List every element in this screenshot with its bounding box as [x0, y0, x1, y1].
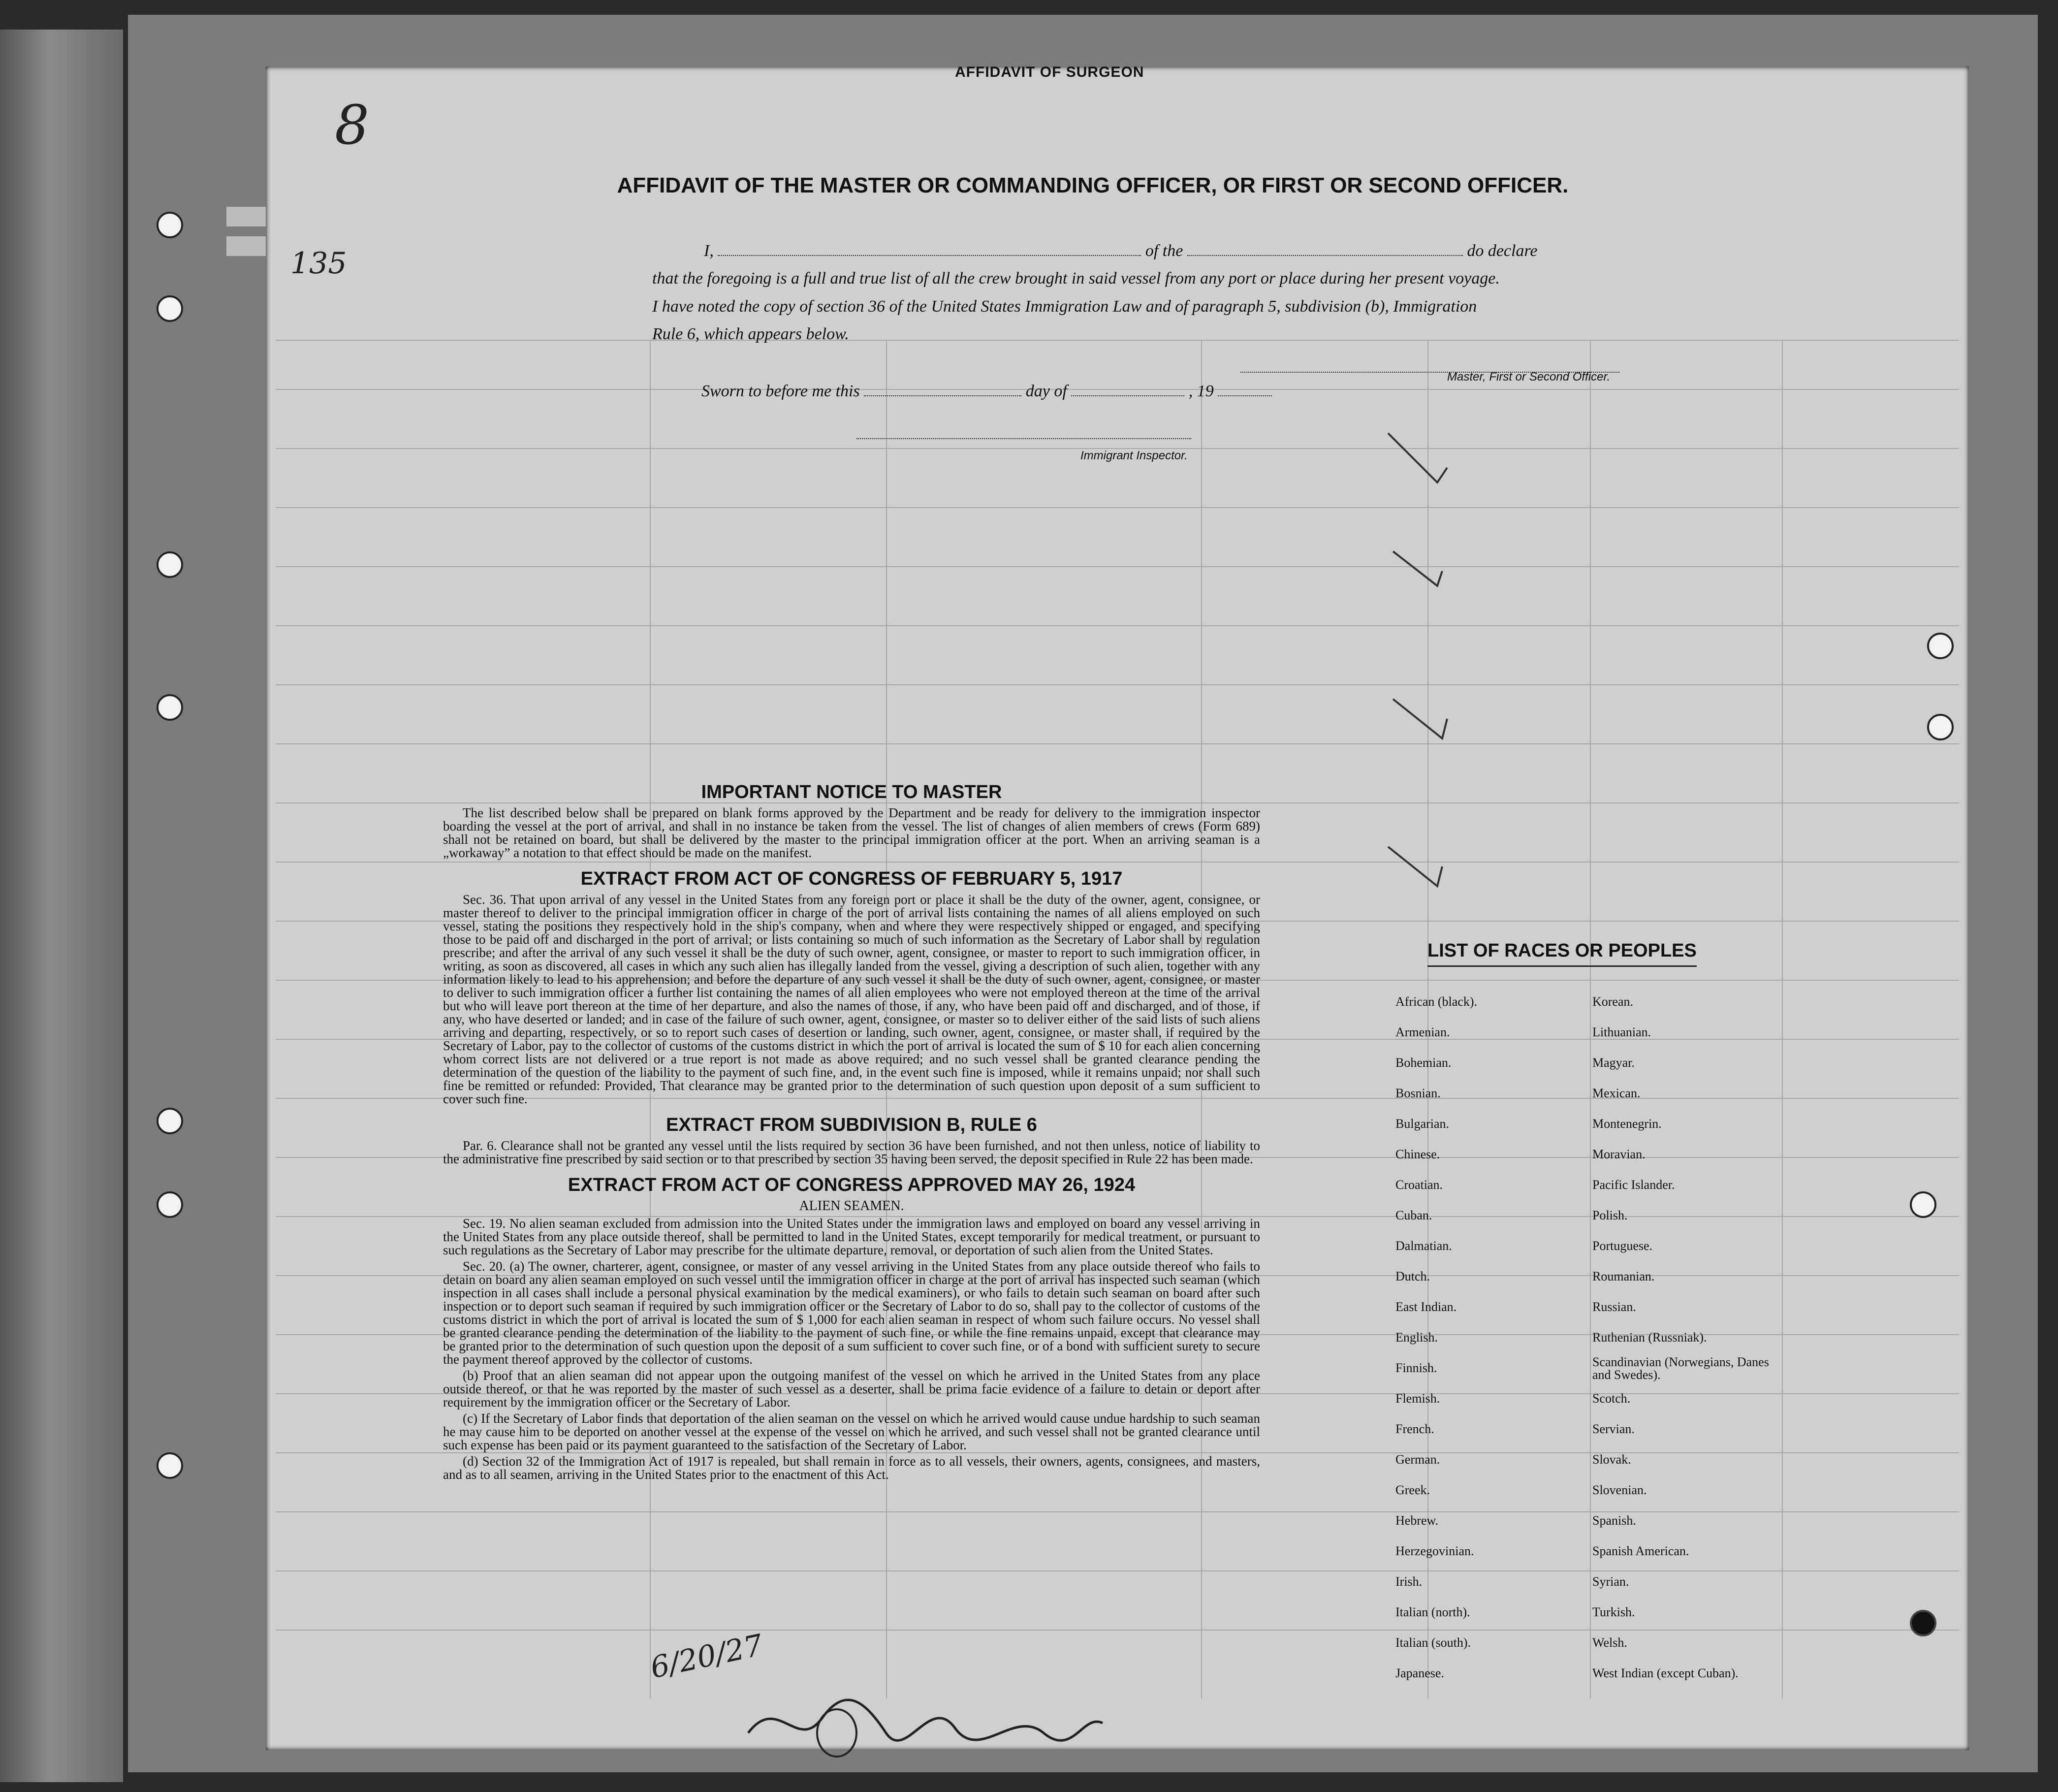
punch-hole [1927, 633, 1954, 659]
extract-1924-sec20b: (b) Proof that an alien seaman did not appear upon the outgoing manifest of the vessel on which he arrived in the United States from any place outside thereof, or that he was reported by the master of such vessel as a deserter, shall be prima facie evidence of a failure to detain or deport after requirement by the immigration officer or the Secretary of Labor. [443, 1368, 1260, 1409]
race-item: French. [1395, 1422, 1434, 1436]
extract-1924-sec20c: (c) If the Secretary of Labor finds that deportation of the alien seaman on the vessel on which he arrived would cause undue hardship to such seaman he may cause him to be deported on another vessel at the expense of the vessel on which he arrived, and such vessel shall not be granted clearance until such expense has been paid or its payment guaranteed to the satisfaction of the Secretary of Labor. [443, 1411, 1260, 1452]
race-item: Dalmatian. [1395, 1239, 1452, 1253]
affidavit-line-3: I have noted the copy of section 36 of the United States Immigration Law and of paragraph 5, subdivision (b), Immigration [652, 297, 1477, 316]
punch-hole [157, 551, 183, 578]
race-item: Pacific Islander. [1592, 1178, 1675, 1192]
sworn-day-field[interactable] [864, 382, 1021, 396]
race-item: Croatian. [1395, 1178, 1443, 1192]
surgeon-affidavit-label: AFFIDAVIT OF SURGEON [955, 64, 1144, 80]
race-item: Welsh. [1592, 1635, 1627, 1650]
handwritten-check-marks [1378, 423, 1506, 916]
punch-hole [1910, 1191, 1936, 1218]
race-item: Magyar. [1592, 1056, 1635, 1070]
race-item: Chinese. [1395, 1147, 1440, 1161]
race-item: Cuban. [1395, 1208, 1432, 1222]
race-item: Spanish. [1592, 1513, 1636, 1528]
race-item: Japanese. [1395, 1666, 1444, 1680]
race-item: Montenegrin. [1592, 1117, 1662, 1131]
race-item: Armenian. [1395, 1025, 1450, 1039]
punch-hole [157, 1452, 183, 1479]
sworn-year-field[interactable] [1218, 382, 1272, 396]
extract-1924-subtitle: ALIEN SEAMEN. [799, 1198, 904, 1214]
left-paper-strip [0, 30, 123, 1782]
race-item: Bulgarian. [1395, 1117, 1450, 1131]
affidavit-of-the: of the [1145, 242, 1183, 260]
extract-rule6-title: EXTRACT FROM SUBDIVISION B, RULE 6 [666, 1115, 1037, 1135]
sworn-text: Sworn to before me this [701, 382, 860, 400]
race-item: Servian. [1592, 1422, 1635, 1436]
punch-hole [157, 212, 183, 238]
handwritten-sheet-number: 8 [335, 94, 369, 157]
sworn-line [701, 382, 1272, 401]
race-item: Slovak. [1592, 1452, 1631, 1467]
extract-1924-sec20a: Sec. 20. (a) The owner, charterer, agent, consignee, or master of any vessel arriving in the United States from any place outside thereof who fails to detain on board any alien seaman employed on such vessel until the immigration officer in charge at the port of arrival has inspected such seaman (which inspection in all cases shall include a personal physical examination by the medical examiners), or who fails to detain such seaman on board after such inspection or to deport such seaman if required by such immigration officer or the Secretary of Labor to do so, shall pay to the collector of customs of the customs district in which the port of arrival is located the sum of $ 1,000 for each alien seaman in respect of whom such failure occurs. No vessel shall be granted clearance pending the determination of the liability to the payment of such fine, or while the fine remains unpaid, except that clearance may be granted prior to the determination of such question upon the deposit of a sum sufficient to cover such fine, or of a bond with sufficient surety to secure the payment thereof approved by the collector of customs. [443, 1259, 1260, 1367]
sworn-month-field[interactable] [1071, 382, 1184, 396]
race-item: Portuguese. [1592, 1239, 1653, 1253]
race-item: English. [1395, 1330, 1438, 1344]
race-item: Moravian. [1592, 1147, 1646, 1161]
race-item: Finnish. [1395, 1361, 1437, 1375]
race-item: East Indian. [1395, 1300, 1457, 1314]
race-item: Herzegovinian. [1395, 1544, 1474, 1558]
notice-text: The list described below shall be prepared on blank forms approved by the Department and be ready for delivery to the immigration inspector boarding the vessel at the port of arrival, and shall in no instance be taken from the vessel. The list of changes of alien members of crews (Form 689) shall not be retained on board, but shall be delivered by the master to the principal immigration officer at the port. When an arriving seaman is a „workaway” a notation to that effect should be made on the manifest. [443, 805, 1260, 860]
sworn-year-prefix: , 19 [1188, 382, 1214, 400]
extract-1924-sec20d: (d) Section 32 of the Immigration Act of 1917 is repealed, but shall remain in force as to all vessels, their owners, agents, consignees, and masters, and as to all seamen, arriving in the United States prior to the enactment of this Act. [443, 1454, 1260, 1482]
race-item: African (black). [1395, 994, 1478, 1009]
punch-hole [157, 1191, 183, 1218]
extract-1917-text: Sec. 36. That upon arrival of any vessel in the United States from any foreign port or place it shall be the duty of the owner, agent, consignee, or master thereof to deliver to the principal immigration officer in charge of the port of arrival lists containing the names of all aliens employed on such vessel, stating the positions they respectively hold in the ship's company, when and where they were respectively shipped or engaged, and specifying those to be paid off and discharged in the port of arrival; or lists containing so much of such information as the Secretary of Labor shall by regulation prescribe; and after the arrival of any such vessel it shall be the duty of such owner, agent, consignee, or master to report to such immigration officer, in writing, as soon as discovered, all cases in which any such alien has illegally landed from the vessel, giving a description of such alien, together with any information likely to lead to his apprehension; and before the departure of any such vessel it shall be the duty of such owner, agent, consignee, or master to deliver to such immigration officer a further list containing the names of all alien employees who were not employed thereon at the time of the arrival but who will leave port thereon at the time of her departure, and also the names of those, if any, who have been paid off and discharged, and of those, if any, who have deserted or landed; and in case of the failure of such owner, agent, consignee, or master so to deliver either of the said lists of such aliens arriving and departing, respectively, or so to report such cases of desertion or landing, such owner, agent, consignee, or master shall, if required by the Secretary of Labor, pay to the collector of customs of the customs district in which the port of arrival is located the sum of $ 10 for each alien concerning whom correct lists are not delivered or a true report is not made as above required; and no such vessel shall be granted clearance pending the determination of the question of the liability to the payment of such fine, and, in the event such fine is imposed, while it remains unpaid; nor shall such fine be remitted or refunded: Provided, That clearance may be granted prior to the determination of such question upon deposit of a sum sufficient to cover such fine. [443, 892, 1260, 1106]
notice-title: IMPORTANT NOTICE TO MASTER [701, 782, 1002, 802]
race-item: Korean. [1592, 994, 1634, 1009]
inspector-label: Immigrant Inspector. [1080, 449, 1188, 462]
race-item: Ruthenian (Russniak). [1592, 1330, 1707, 1344]
race-item: Greek. [1395, 1483, 1430, 1497]
affidavit-declare: do declare [1467, 242, 1538, 260]
race-item: Turkish. [1592, 1605, 1635, 1619]
extract-1924-sec19: Sec. 19. No alien seaman excluded from admission into the United States under the immigration laws and employed on board any vessel arriving in the United States from any place outside thereof, shall be permitted to land in the United States, except temporarily for medical treatment, or pursuant to such regulations as the Secretary of Labor may prescribe for the ultimate departure, removal, or deportation of such alien from the United States. [443, 1216, 1260, 1257]
sworn-day-of: day of [1025, 382, 1067, 400]
affidavit-line-1 [704, 241, 1538, 260]
race-item: Russian. [1592, 1300, 1636, 1314]
race-item: West Indian (except Cuban). [1592, 1666, 1739, 1680]
underlying-label-bill [226, 236, 266, 256]
handwritten-signature [738, 1674, 1112, 1762]
races-list-title: LIST OF RACES OR PEOPLES [1427, 940, 1697, 967]
race-item: Hebrew. [1395, 1513, 1439, 1528]
affidavit-i: I, [704, 242, 714, 260]
affidavit-line-4: Rule 6, which appears below. [652, 325, 849, 343]
race-item: Italian (north). [1395, 1605, 1470, 1619]
affidavit-line-2: that the foregoing is a full and true list of all the crew brought in said vessel from any port or place during her present voyage. [652, 269, 1500, 288]
race-item: Roumanian. [1592, 1269, 1655, 1283]
punch-hole [157, 295, 183, 322]
race-item: Bohemian. [1395, 1056, 1452, 1070]
race-item: Dutch. [1395, 1269, 1430, 1283]
master-signature-label: Master, First or Second Officer. [1447, 370, 1611, 384]
officer-name-field[interactable] [718, 241, 1141, 256]
handwritten-number: 135 [290, 246, 347, 281]
race-item: Lithuanian. [1592, 1025, 1651, 1039]
race-item: Italian (south). [1395, 1635, 1471, 1650]
vessel-name-field[interactable] [1187, 241, 1463, 256]
race-item: Mexican. [1592, 1086, 1641, 1100]
punch-hole [1927, 714, 1954, 740]
race-item: Syrian. [1592, 1574, 1629, 1589]
punch-hole [157, 1108, 183, 1134]
race-item: Polish. [1592, 1208, 1628, 1222]
race-item: Slovenian. [1592, 1483, 1647, 1497]
extract-1917-title: EXTRACT FROM ACT OF CONGRESS OF FEBRUARY 5, 1917 [580, 868, 1123, 889]
race-item: Flemish. [1395, 1391, 1440, 1406]
extract-rule6-text: Par. 6. Clearance shall not be granted any vessel until the lists required by section 36 have been furnished, and not then unless, notice of liability to the administrative fine prescribed by said section or to that prescribed by section 35 having been served, the deposit specified in Rule 22 has been made. [443, 1138, 1260, 1166]
race-item: Spanish American. [1592, 1544, 1689, 1558]
affidavit-title: AFFIDAVIT OF THE MASTER OR COMMANDING OFFICER, OR FIRST OR SECOND OFFICER. [617, 173, 1569, 197]
notice-column [443, 773, 1260, 1484]
race-item: Scandinavian (Norwegians, Danes and Swedes). [1592, 1355, 1769, 1382]
race-item: German. [1395, 1452, 1440, 1467]
race-item: Scotch. [1592, 1391, 1631, 1406]
handwritten-date: 6/20/27 [647, 1628, 766, 1686]
extract-1924-title: EXTRACT FROM ACT OF CONGRESS APPROVED MAY 26, 1924 [568, 1175, 1136, 1195]
underlying-label-date [226, 207, 266, 226]
punch-hole [1910, 1610, 1936, 1636]
race-item: Irish. [1395, 1574, 1423, 1589]
race-item: Bosnian. [1395, 1086, 1441, 1100]
punch-hole [157, 694, 183, 721]
inspector-signature-line[interactable] [856, 438, 1191, 439]
